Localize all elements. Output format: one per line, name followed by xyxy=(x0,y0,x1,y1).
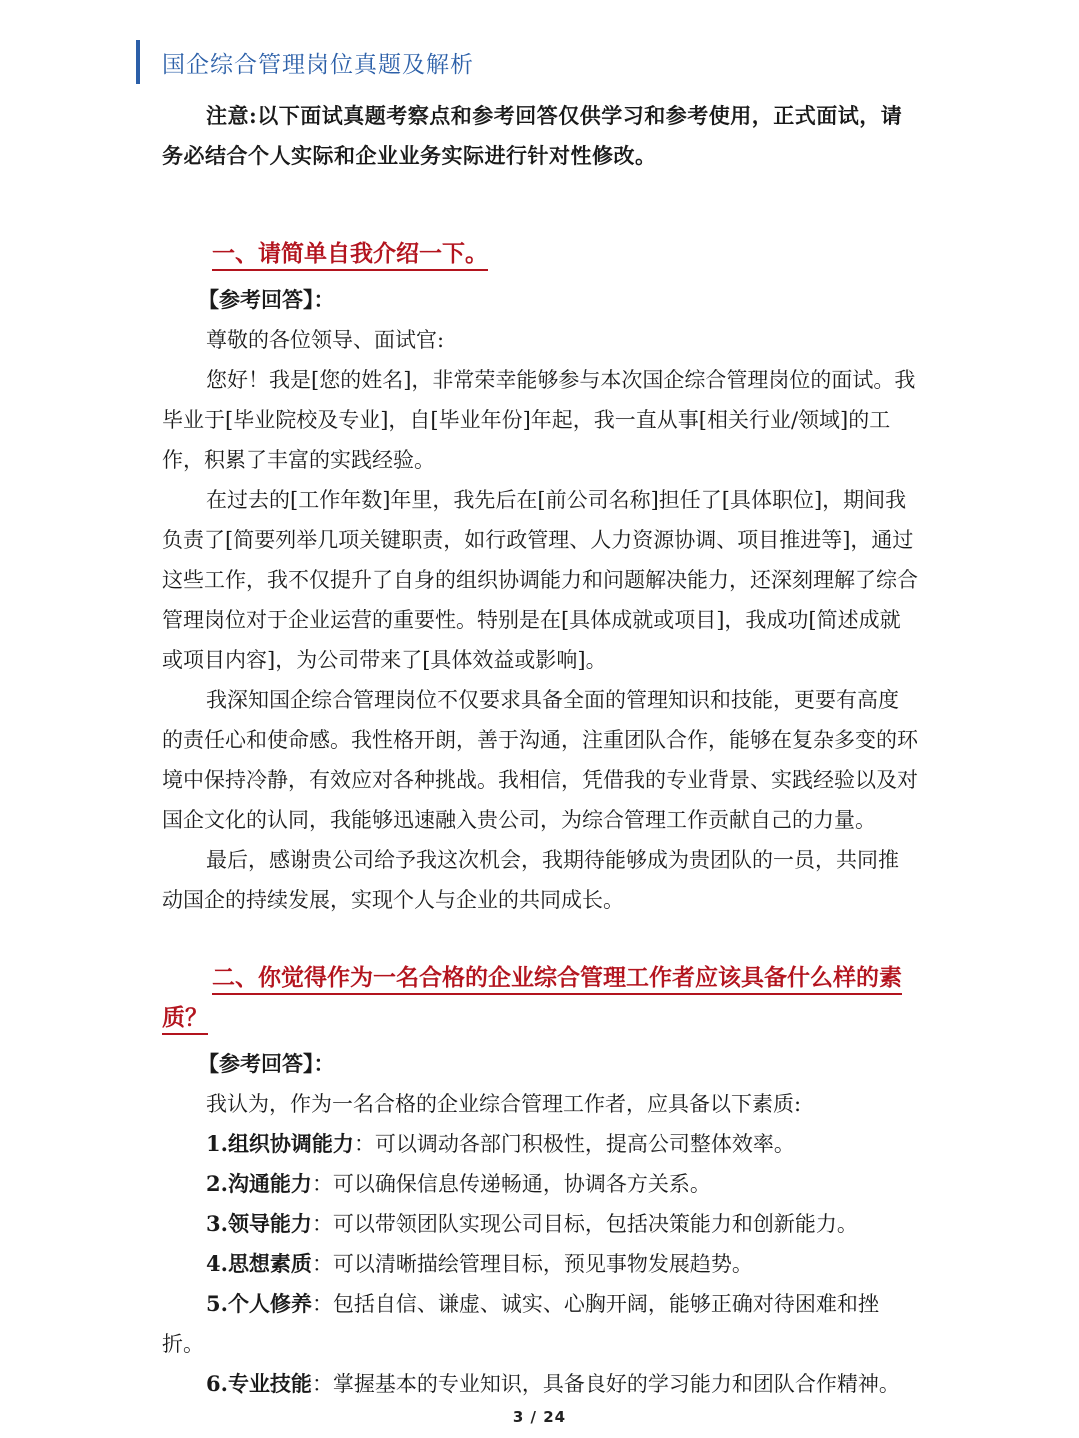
item-name: 个人修养 xyxy=(227,1291,312,1316)
item-number: 4. xyxy=(206,1251,228,1276)
question-1-title xyxy=(162,234,918,274)
page-header xyxy=(136,40,474,84)
item-name: 组织协调能力 xyxy=(227,1131,354,1156)
item-number: 5. xyxy=(206,1291,228,1316)
list-item xyxy=(162,1244,918,1284)
page-number: 3 / 24 xyxy=(512,1408,567,1426)
item-number: 6. xyxy=(206,1371,228,1396)
item-number: 2. xyxy=(206,1171,228,1196)
item-name: 领导能力 xyxy=(227,1211,312,1236)
item-name: 思想素质 xyxy=(227,1251,312,1276)
item-text: ：掌握基本的专业知识，具备良好的学习能力和团队合作精神。 xyxy=(311,1372,900,1396)
item-number: 3. xyxy=(206,1211,228,1236)
document-title: 国企综合管理岗位真题及解析 xyxy=(162,51,474,78)
question-2-title xyxy=(162,958,918,1038)
item-name: 沟通能力 xyxy=(227,1171,312,1196)
item-text: ：可以清晰描绘管理目标，预见事物发展趋势。 xyxy=(311,1252,753,1276)
q2-ref-label: 【参考回答】： xyxy=(198,1051,335,1076)
question-2-text: 二、你觉得作为一名合格的企业综合管理工作者应该具备什么样的素质？ xyxy=(162,964,902,1035)
item-number: 1. xyxy=(206,1131,228,1156)
item-text: ：可以带领团队实现公司目标，包括决策能力和创新能力。 xyxy=(311,1212,858,1236)
item-text: ：可以调动各部门积极性，提高公司整体效率。 xyxy=(353,1132,795,1156)
q1-paragraph: 最后，感谢贵公司给予我这次机会，我期待能够成为贵团队的一员，共同推动国企的持续发展，实现个人与企业的共同成长。 xyxy=(162,848,899,912)
list-item xyxy=(162,1164,918,1204)
item-text: ：包括自信、谦虚、诚实、心胸开阔，能够正确对待困难和挫折。 xyxy=(162,1292,879,1356)
list-item xyxy=(162,1364,918,1404)
item-name: 专业技能 xyxy=(227,1371,312,1396)
list-item xyxy=(162,1284,918,1364)
list-item xyxy=(162,1204,918,1244)
q1-ref-label: 【参考回答】： xyxy=(198,287,335,312)
q1-paragraph: 尊敬的各位领导、面试官: xyxy=(206,328,445,352)
question-1-text: 一、请简单自我介绍一下。 xyxy=(212,240,488,271)
q1-paragraph: 在过去的[工作年数]年里，我先后在[前公司名称]担任了[具体职位]，期间我负责了[简要列举几项关键职责，如行政管理、人力资源协调、项目推进等]，通过这些工作，我不仅提升了自身的组织协调能力和问题解决能力，还深刻理解了综合管理岗位对于企业运营的重要性。特别是在[具体成就或项目]，我成功[简述成就或项目内容]，为公司带来了[具体效益或影响]。 xyxy=(162,488,918,672)
list-item xyxy=(162,1124,918,1164)
q2-intro: 我认为，作为一名合格的企业综合管理工作者，应具备以下素质: xyxy=(206,1092,802,1116)
notice-text: 注意:以下面试真题考察点和参考回答仅供学习和参考使用，正式面试，请务必结合个人实际和企业业务实际进行针对性修改。 xyxy=(162,103,903,168)
item-text: ：可以确保信息传递畅通，协调各方关系。 xyxy=(311,1172,711,1196)
page-content xyxy=(162,96,918,1404)
q1-paragraph: 我深知国企综合管理岗位不仅要求具备全面的管理知识和技能，更要有高度的责任心和使命感。我性格开朗，善于沟通，注重团队合作，能够在复杂多变的环境中保持冷静，有效应对各种挑战。我相信，凭借我的专业背景、实践经验以及对国企文化的认同，我能够迅速融入贵公司，为综合管理工作贡献自己的力量。 xyxy=(162,688,918,832)
q1-paragraph: 您好！我是[您的姓名]，非常荣幸能够参与本次国企综合管理岗位的面试。我毕业于[毕业院校及专业]，自[毕业年份]年起，我一直从事[相关行业/领域]的工作，积累了丰富的实践经验。 xyxy=(162,368,916,472)
